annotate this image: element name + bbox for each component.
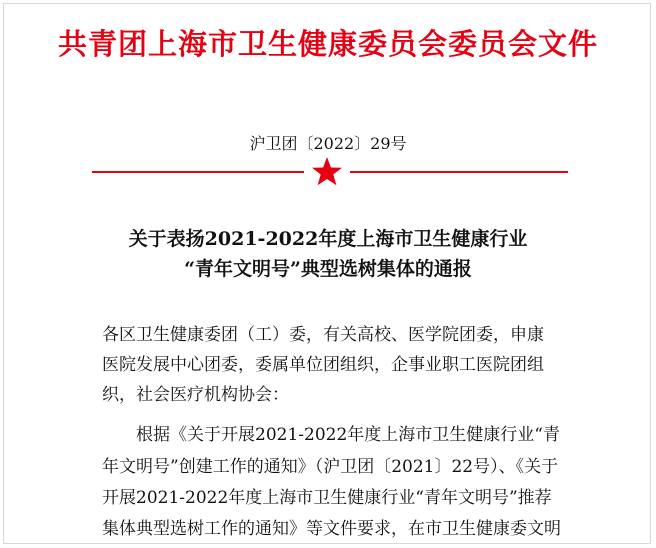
body-line-6: 开展2021-2022年度上海市卫生健康行业“青年文明号”推荐 xyxy=(102,488,552,508)
body-line-2: 医院发展中心团委，委属单位团组织，企事业职工医院团组 xyxy=(102,355,544,375)
body-line-3: 织，社会医疗机构协会： xyxy=(102,385,289,405)
body-line-5: 年文明号”创建工作的通知》（沪卫团〔2021〕22号）、《关于 xyxy=(102,457,559,477)
document-header-title: 共青团上海市卫生健康委员会委员会文件 xyxy=(57,27,598,61)
notice-title-line-1: 关于表扬2021-2022年度上海市卫生健康行业 xyxy=(128,228,528,250)
body-line-4: 根据《关于开展2021-2022年度上海市卫生健康行业“青 xyxy=(102,425,560,445)
body-line-1: 各区卫生健康委团（工）委，有关高校、医学院团委，申康 xyxy=(102,325,544,345)
document-number: 沪卫团〔2022〕29号 xyxy=(249,134,407,153)
body-line-7: 集体典型选树工作的通知》等文件要求，在市卫生健康委文明 xyxy=(102,519,561,539)
notice-title-line-2: “青年文明号”典型选树集体的通报 xyxy=(184,258,472,280)
